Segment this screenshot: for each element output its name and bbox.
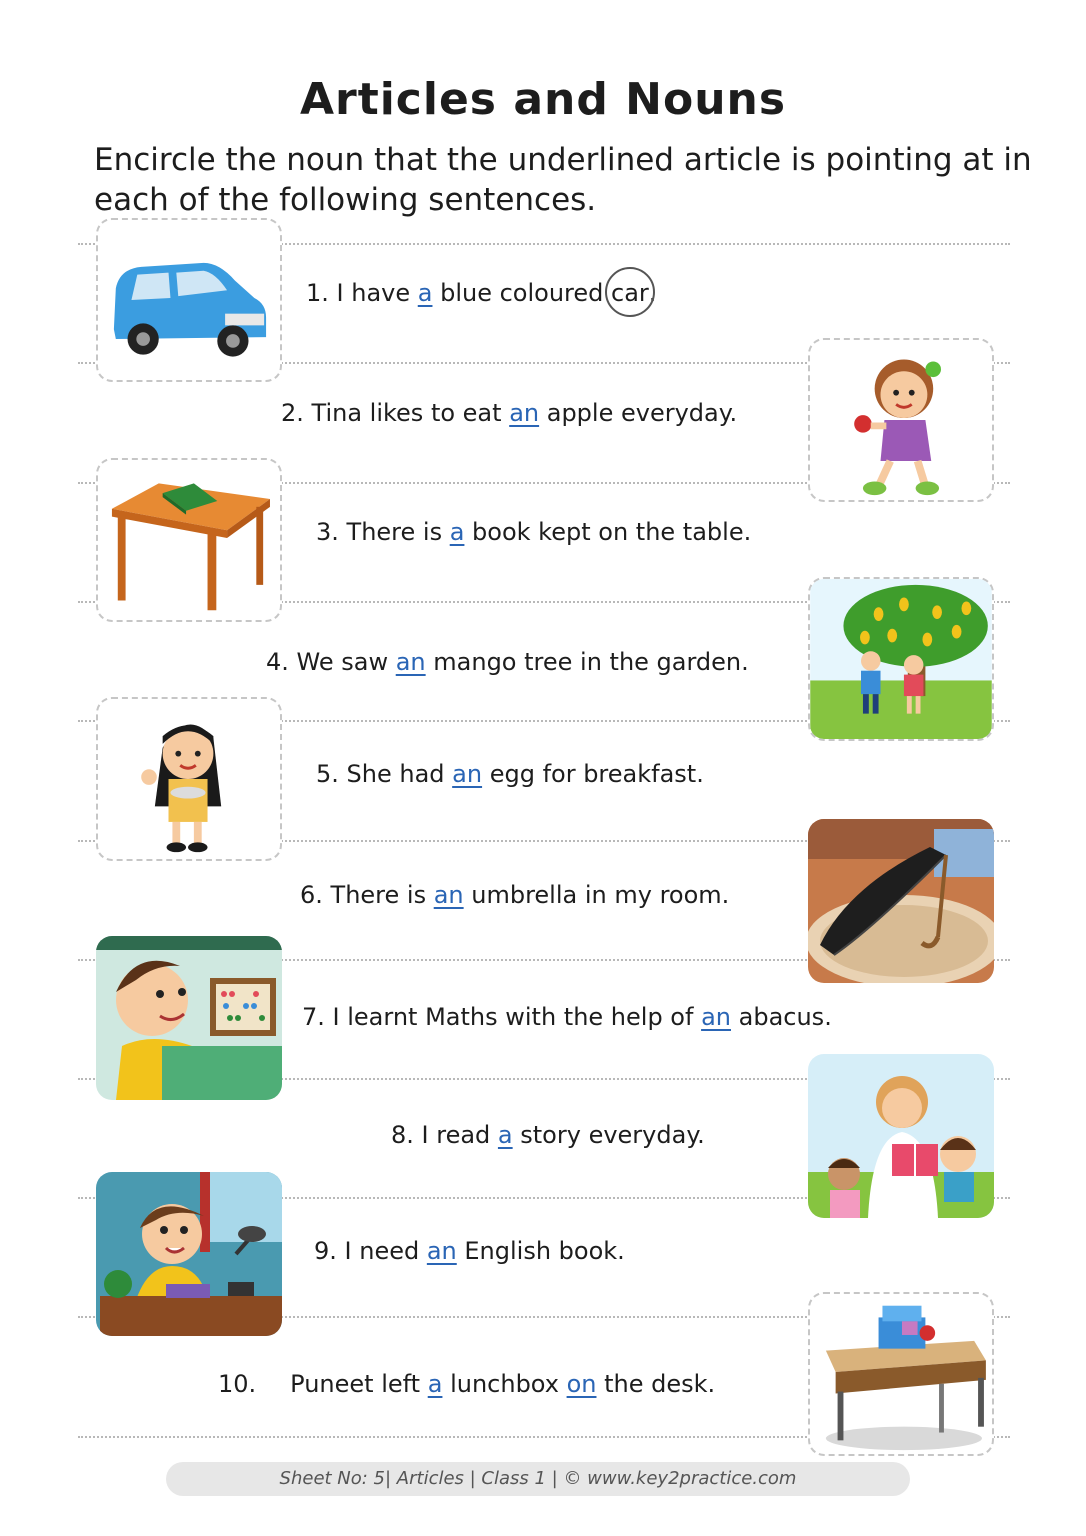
circled-noun: car <box>611 279 649 307</box>
boy-studying-picture <box>96 1172 282 1336</box>
article: a <box>427 1370 443 1398</box>
page-title: Articles and Nouns <box>299 74 787 125</box>
article: an <box>426 1237 457 1265</box>
car-picture <box>96 218 282 382</box>
article: an <box>701 1003 731 1031</box>
sentence-5: 5. She had an egg for breakfast. <box>316 760 704 788</box>
article: an <box>433 881 464 909</box>
sentence-4: 4. We saw an mango tree in the garden. <box>266 648 749 676</box>
article: an <box>509 399 540 427</box>
lunchbox-on-desk-picture <box>808 1292 994 1456</box>
sentence-6: 6. There is an umbrella in my room. <box>300 881 730 909</box>
article: a <box>497 1121 513 1149</box>
sentence-2: 2. Tina likes to eat an apple everyday. <box>281 399 738 427</box>
mother-reading-story-picture <box>808 1054 994 1218</box>
girl-eating-apple-picture <box>808 338 994 502</box>
sentence-8: 8. I read a story everyday. <box>391 1121 705 1149</box>
sentence-10: 10. Puneet left a lunchbox on the desk. <box>218 1370 716 1398</box>
table-with-book-picture <box>96 458 282 622</box>
article: an <box>452 760 483 788</box>
girl-eating-egg-picture <box>96 697 282 861</box>
mango-tree-garden-picture <box>808 577 994 741</box>
article: a <box>417 279 433 307</box>
sentence-9: 9. I need an English book. <box>314 1237 625 1265</box>
sentence-7: 7. I learnt Maths with the help of an abacus. <box>302 1003 832 1031</box>
article: an <box>395 648 426 676</box>
article: on <box>566 1370 597 1398</box>
article: a <box>449 518 465 546</box>
sentence-3: 3. There is a book kept on the table. <box>316 518 752 546</box>
umbrella-in-room-picture <box>808 819 994 983</box>
instructions: Encircle the noun that the underlined article is pointing at in each of the following sentences. <box>94 142 1032 218</box>
boy-with-abacus-picture <box>96 936 282 1100</box>
footer: Sheet No: 5| Articles | Class 1 | © www.key2practice.com <box>166 1462 910 1496</box>
sentence-1: 1. I have a blue coloured car. <box>306 279 657 307</box>
